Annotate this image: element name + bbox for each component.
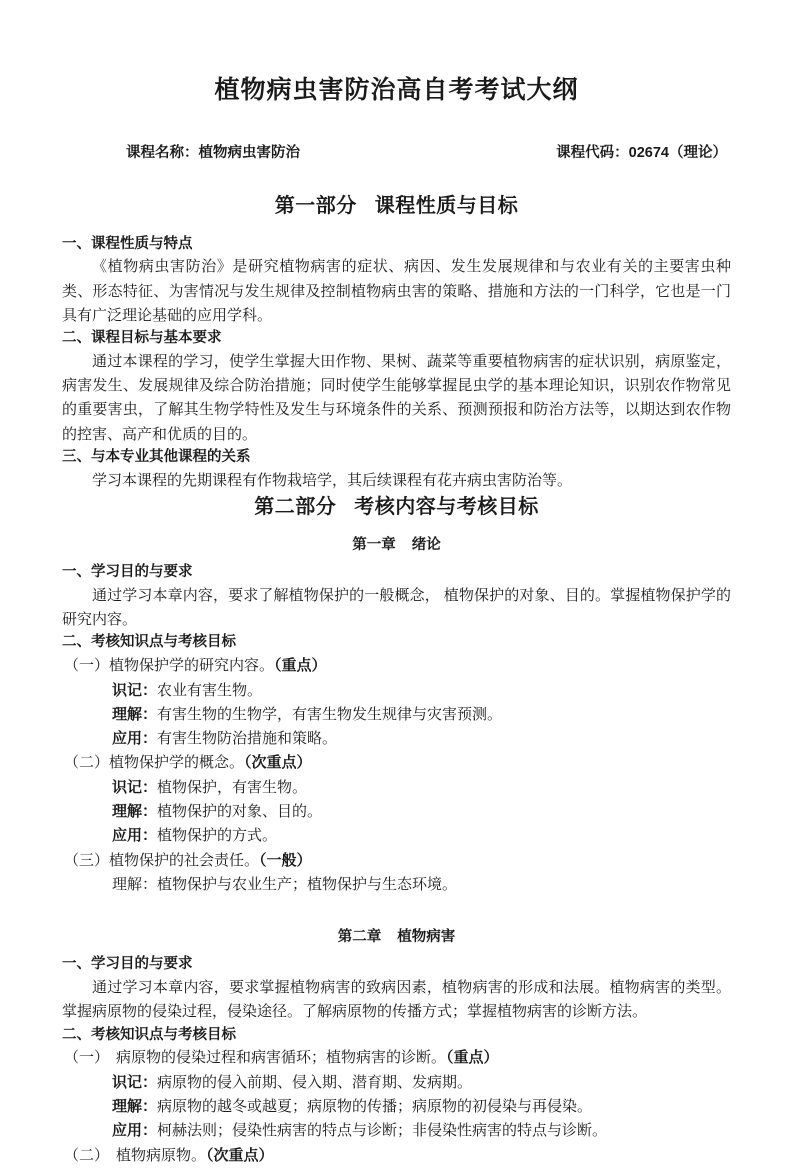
item-text: 植物病原物。 xyxy=(116,1147,207,1164)
sub-item xyxy=(62,873,731,897)
top-spacer xyxy=(62,0,731,74)
chapter-1-section-body-1: 通过学习本章内容，要求了解植物保护的一般概念， 植物保护的对象、目的。掌握植物保护学的研究内容。 xyxy=(62,587,731,629)
sub-item-text: 病原物的越冬或越夏；病原物的传播；病原物的初侵染与再侵染。 xyxy=(157,1098,593,1115)
list-item xyxy=(62,1144,731,1168)
item-marker: （三） xyxy=(64,852,110,869)
sub-item xyxy=(62,1119,731,1143)
part-1-heading-prefix: 第一部分 xyxy=(274,194,357,217)
chapter-2-title xyxy=(62,927,731,948)
sub-item-text: 植物保护与农业生产；植物保护与生态环境。 xyxy=(157,876,458,893)
chapter-2-name: 植物病害 xyxy=(397,929,456,946)
part-2-heading xyxy=(62,493,731,521)
sub-item xyxy=(62,776,731,800)
sub-item xyxy=(62,824,731,848)
sub-item-label: 应用： xyxy=(112,730,158,748)
course-name-label: 课程名称： xyxy=(126,144,199,161)
sub-item xyxy=(62,1071,731,1095)
chapter-1-label: 第一章 xyxy=(352,537,396,554)
chapter-2-label: 第二章 xyxy=(337,929,382,946)
list-item xyxy=(62,654,731,678)
item-emphasis: （重点） xyxy=(446,1049,499,1067)
sub-item-label: 应用： xyxy=(112,827,158,845)
item-marker: （二） xyxy=(64,1147,110,1164)
section-body-1-2: 通过本课程的学习，使学生掌握大田作物、果树、蔬菜等重要植物病害的症状识别，病原鉴定，病害发生、发展规律及综合防治措施；同时使学生能够掌握昆虫学的基本理论知识，识别农作物常见的重要害虫，了解其生物学特性及发生与环境条件的关系、预测预报和防治方法等，以期达到农作物的控害、高产和优质的目的。 xyxy=(62,353,731,443)
sub-item xyxy=(62,703,731,727)
sub-item-text: 植物保护的对象、目的。 xyxy=(157,804,323,821)
chapter-2-section-head-2: 二、考核知识点与考核目标 xyxy=(62,1026,236,1043)
sub-item-text: 有害生物防治措施和策略。 xyxy=(157,731,338,748)
section-head-1-2: 二、课程目标与基本要求 xyxy=(62,330,222,347)
item-text: 植物保护的社会责任。 xyxy=(109,852,260,869)
sub-item-label: 理解： xyxy=(112,1097,158,1115)
chapter-1-name: 绪论 xyxy=(411,537,441,554)
chapter-1-section-head-1: 一、学习目的与要求 xyxy=(62,564,193,581)
chapter-1-section-head-2: 二、考核知识点与考核目标 xyxy=(62,634,236,651)
item-text: 植物保护学的概念。 xyxy=(109,755,245,772)
sub-item-label: 理解： xyxy=(112,803,158,821)
item-emphasis: （次重点） xyxy=(244,754,312,772)
sub-item-text: 病原物的侵入前期、侵入期、潜育期、发病期。 xyxy=(157,1074,473,1091)
item-text: 病原物的侵染过程和病害循环；植物病害的诊断。 xyxy=(116,1050,447,1067)
section-body-1-1: 《植物病虫害防治》是研究植物病害的症状、病因、发生发展规律和与农业有关的主要害虫种类、形态特征、为害情况与发生规律及控制植物病虫害的策略、措施和方法的一门科学，它也是一门具有广泛理论基础的应用学科。 xyxy=(62,259,731,324)
item-marker: （一） xyxy=(64,1050,110,1067)
item-marker: （一） xyxy=(64,658,110,675)
course-name-value: 植物病虫害防治 xyxy=(198,144,300,161)
sub-item-text: 有害生物的生物学，有害生物发生规律与灾害预测。 xyxy=(157,706,503,723)
sub-item xyxy=(62,679,731,703)
sub-item xyxy=(62,1095,731,1119)
part-2-heading-prefix: 第二部分 xyxy=(254,496,337,519)
list-item xyxy=(62,849,731,873)
item-emphasis: （一般） xyxy=(259,851,312,869)
sub-item xyxy=(62,727,731,751)
chapter-1-title xyxy=(62,535,731,556)
course-code-value: 02674（理论） xyxy=(628,144,727,161)
sub-item-text: 植物保护，有害生物。 xyxy=(157,779,308,796)
chapter-2-section-body-1: 通过学习本章内容，要求掌握植物病害的致病因素，植物病害的形成和法展。植物病害的类型。掌握病原物的侵染过程，侵染途径。了解病原物的传播方式；掌握植物病害的诊断方法。 xyxy=(62,979,731,1021)
sub-item-text: 农业有害生物。 xyxy=(157,682,263,699)
sub-item-label: 理解： xyxy=(112,705,158,723)
course-code-block xyxy=(556,141,727,162)
list-item xyxy=(62,751,731,775)
sub-item xyxy=(62,800,731,824)
chapter-gap xyxy=(62,897,731,927)
list-item xyxy=(62,1046,731,1070)
sub-item-label: 应用： xyxy=(112,1122,158,1140)
course-name-block xyxy=(126,141,300,162)
item-emphasis: （次重点） xyxy=(206,1146,274,1164)
section-head-1-3: 三、与本专业其他课程的关系 xyxy=(62,449,251,466)
item-text: 植物保护学的研究内容。 xyxy=(109,658,275,675)
item-emphasis: （重点） xyxy=(274,657,327,675)
item-marker: （二） xyxy=(64,755,110,772)
sub-item-text: 植物保护的方式。 xyxy=(157,828,278,845)
sub-item-label: 识记： xyxy=(112,681,158,699)
page-title: 植物病虫害防治高自考考试大纲 xyxy=(214,76,579,104)
sub-item-label: 理解： xyxy=(112,875,158,893)
sub-item-label: 识记： xyxy=(112,778,158,796)
course-meta-line xyxy=(62,141,731,162)
part-1-heading-suffix: 课程性质与目标 xyxy=(374,194,519,217)
chapter-2-section-head-1: 一、学习目的与要求 xyxy=(62,956,193,973)
sub-item-label: 识记： xyxy=(112,1073,158,1091)
sub-item-text: 柯赫法则；侵染性病害的特点与诊断；非侵染性病害的特点与诊断。 xyxy=(157,1123,608,1140)
section-head-1-1: 一、课程性质与特点 xyxy=(62,235,193,252)
part-1-heading xyxy=(62,192,731,220)
part-2-heading-suffix: 考核内容与考核目标 xyxy=(354,496,539,519)
section-body-1-3: 学习本课程的先期课程有作物栽培学，其后续课程有花卉病虫害防治等。 xyxy=(92,472,573,489)
course-code-label: 课程代码： xyxy=(556,144,629,161)
